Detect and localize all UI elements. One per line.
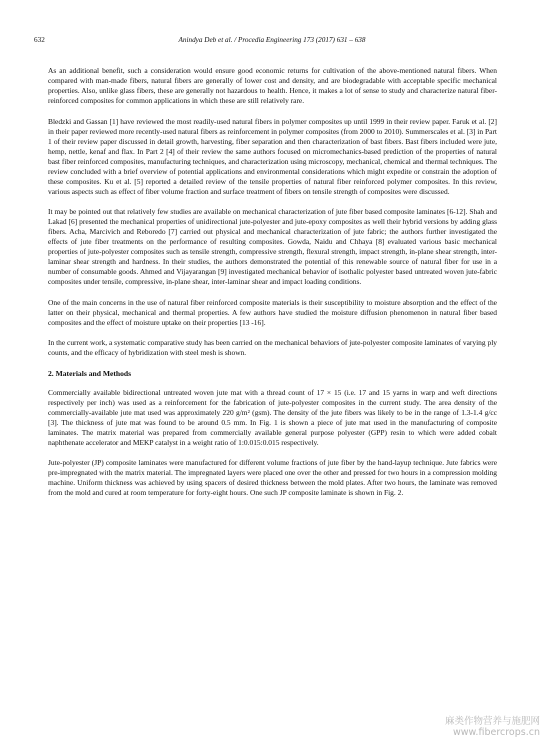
site-watermark xyxy=(445,716,540,738)
paragraph: In the current work, a systematic comparative study has been carried on the mechanical behaviors of jute-polyester composite laminates of varying ply counts, and the efficacy of hybridization with steel mesh is shown. xyxy=(48,338,497,357)
paragraph: Jute-polyester (JP) composite laminates were manufactured for different volume fractions of jute fiber by the hand-layup technique. Jute fabrics were pre-impregnated with the matrix material. The impregnated layers were placed one over the other and pressed for two hours in a compression molding machine. Uniform thickness was achieved by using spacers of desired thickness between the mold plates. After two hours, the laminate was removed from the mold and cured at room temperature for forty-eight hours. One such JP composite laminate is shown in Fig. 2. xyxy=(48,458,497,497)
running-head: Anindya Deb et al. / Procedia Engineering 173 (2017) 631 – 638 xyxy=(178,36,366,44)
watermark-site-name: 麻类作物营养与施肥网 xyxy=(444,716,540,727)
page-header xyxy=(34,36,510,48)
paragraph: It may be pointed out that relatively few studies are available on mechanical characterization of jute fiber based composite laminates [6-12]. Shah and Lakad [6] presented the mechanical properties of unidirectional jute-polyester and jute-epoxy composites as well their hybrid versions by adding glass fibers. Acha, Marcivich and Reboredo [7] carried out physical and mechanical characterization of jute fabric; the authors further investigated the effects of jute fiber treatments on the performance of resulting composites. Gowda, Naidu and Chhaya [8] evaluated various basic mechanical properties of jute-polyester composites such as tensile strength, compressive strength, flexural strength, impact strength, in-plane shear strength, inter-laminar shear strength and hardness. In their studies, the authors demonstrated the potential of this renewable source of natural fiber for use in a number of consumable goods. Ahmed and Vijayarangan [9] investigated mechanical behavior of isothalic polyester based untreated woven jute-fabric composites under tensile, compressive, in-plane shear, inter-laminar shear and impact loading conditions. xyxy=(48,207,497,286)
paragraph: Bledzki and Gassan [1] have reviewed the most readily-used natural fibers in polymer composites up until 1999 in their review paper. Faruk et al. [2] in their paper reviewed more recently-used natural fibers as reinforcement in polymer composites (from 2000 to 2010). Summerscales et al. [3] in Part 1 of their review paper discussed in detail growth, harvesting, fiber separation and then characterization of bast fibers. Bast fibers included were jute, hemp, nettle, kenaf and flax. In Part 2 [4] of their review the same authors focused on micromechanics-based prediction of the properties of natural bast fiber reinforced composites, manufacturing techniques, and characterization using microscopy, mechanical, chemical and thermal techniques. The review concluded with a brief overview of potential applications and environmental considerations which might expedite or constrain the adoption of these composites. Ku et al. [5] reported a detailed review of the tensile properties of natural fiber reinforced polymer composites. In this review, various aspects such as effect of fiber volume fraction and surface treatment of fibers on tensile strength of composites were discussed. xyxy=(48,116,497,196)
paragraph: One of the main concerns in the use of natural fiber reinforced composite materials is their susceptibility to moisture absorption and the effect of the latter on their physical, mechanical and thermal properties. A few authors have studied the moisture diffusion phenomenon in natural fiber based composites and the effect of moisture uptake on their properties [13 -16]. xyxy=(48,297,497,327)
article-body xyxy=(48,66,497,509)
paragraph: Commercially available bidirectional untreated woven jute mat with a thread count of 17 × 15 (i.e. 17 and 15 yarns in warp and weft directions respectively per inch) was used as a reinforcement for the fabrication of jute-polyester composites in the current study. The area density of the commercially-available jute mat used was approximately 220 g/m² (gsm). The density of the jute fibers was likely to be in the range of 1.3-1.4 g/cc [3]. The thickness of jute mat was found to be around 0.5 mm. In Fig. 1 is shown a piece of jute mat used in the manufacturing of composite laminates. The matrix material was prepared from commercially available general purpose polyester (GPP) resin to which were added cobalt naphthenate accelerator and MEKP catalyst in a weight ratio of 1:0.015:0.015 respectively. xyxy=(48,387,497,447)
paragraph: As an additional benefit, such a consideration would ensure good economic returns for cultivation of the above-mentioned natural fibers. When compared with man-made fibers, natural fibers are generally of lower cost and density, and are biodegradable with acceptable specific mechanical properties. Also, unlike glass fibers, these are generally not hazardous to health. Hence, it makes a lot of sense to study and characterize natural fiber-reinforced composites for common applications in which these are still relatively rare. xyxy=(48,66,497,105)
watermark-url: www.fibercrops.cn xyxy=(453,727,540,738)
section-heading: 2. Materials and Methods xyxy=(48,368,132,378)
page-number: 632 xyxy=(34,36,45,44)
